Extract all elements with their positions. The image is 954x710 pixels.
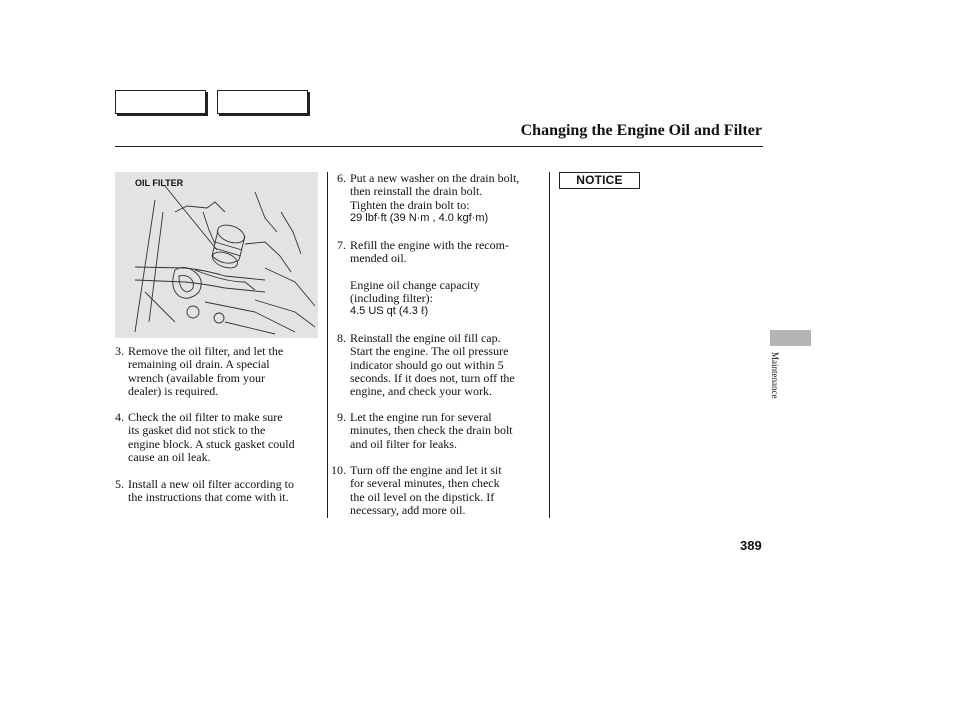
column-divider-2	[549, 172, 550, 518]
page-number: 389	[740, 538, 762, 553]
section-label: Maintenance	[770, 352, 780, 399]
section-tab[interactable]	[770, 330, 811, 346]
torque-spec: 29 lbf·ft (39 N·m , 4.0 kgf·m)	[350, 211, 489, 224]
figure-label: OIL FILTER	[135, 178, 184, 188]
title-divider	[115, 146, 763, 147]
nav-button-previous[interactable]	[115, 90, 206, 114]
oil-filter-illustration	[115, 172, 318, 338]
nav-button-next[interactable]	[217, 90, 308, 114]
page-title: Changing the Engine Oil and Filter	[520, 122, 762, 139]
engine-drawing	[115, 172, 318, 338]
notice-badge: NOTICE	[559, 172, 640, 189]
oil-capacity-value: 4.5 US qt (4.3 ℓ)	[350, 305, 429, 318]
column-divider-1	[327, 172, 328, 518]
